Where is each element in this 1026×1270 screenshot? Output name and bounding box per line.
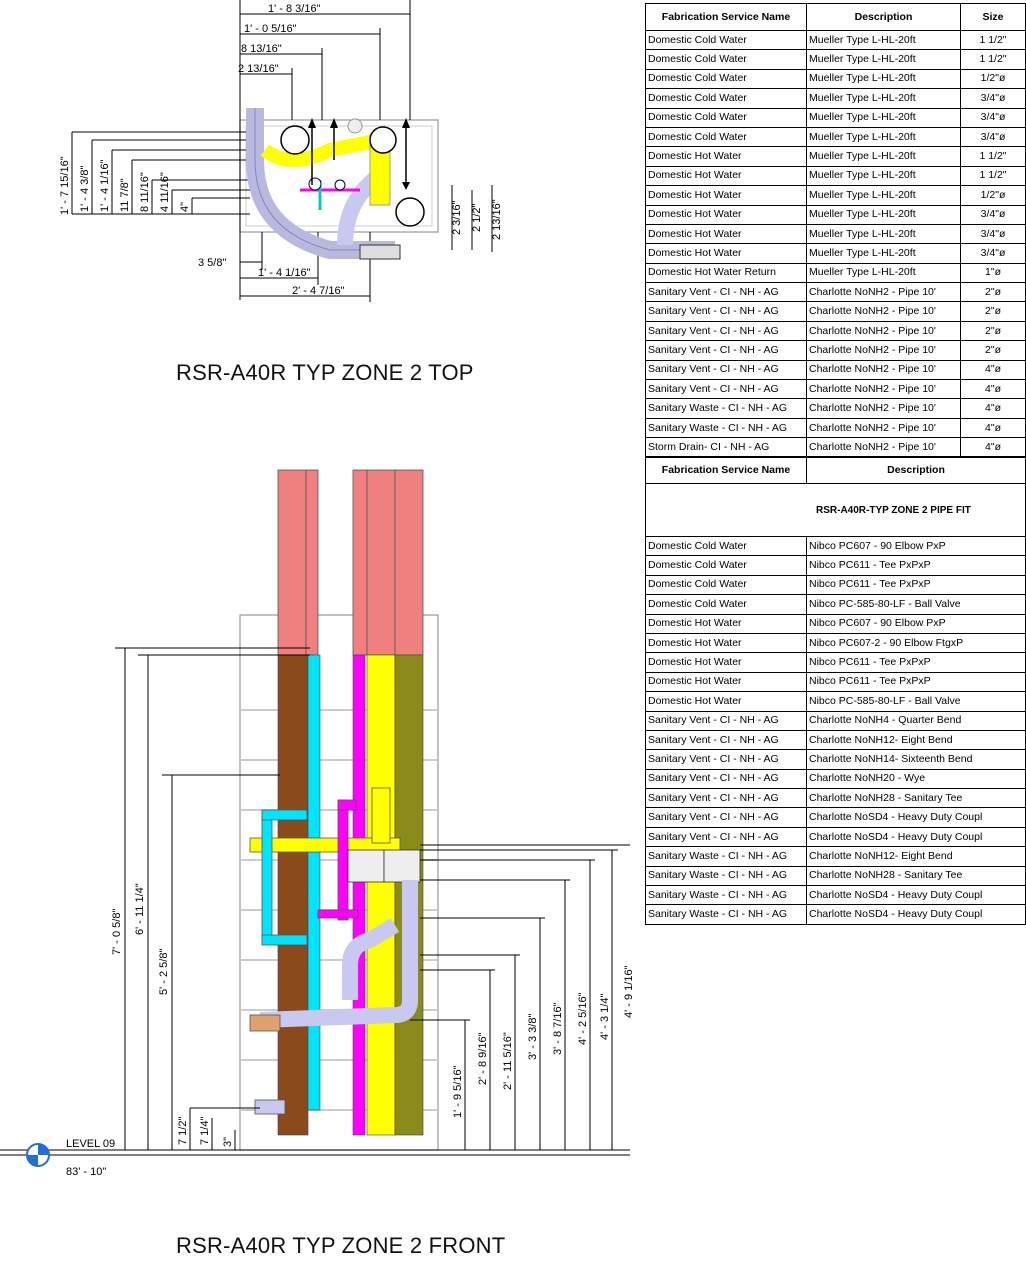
pipe-description-cell: Mueller Type L-HL-20ft (807, 166, 961, 185)
fitting-description-cell: Charlotte NoNH28 - Sanitary Tee (807, 789, 1026, 808)
pipe-service-cell: Domestic Cold Water (646, 108, 807, 127)
front-right-dim-7: 4' - 3 1/4" (599, 993, 611, 1040)
pipe-description-cell: Charlotte NoNH2 - Pipe 10' (807, 380, 961, 399)
fitting-description-cell: Charlotte NoSD4 - Heavy Duty Coupl (807, 808, 1026, 827)
fitting-description-cell: Nibco PC611 - Tee PxPxP (807, 672, 1026, 691)
top-dim-3: 8 13/16" (241, 43, 282, 55)
fitting-description-cell: Nibco PC611 - Tee PxPxP (807, 653, 1026, 672)
right-dim-1: 2 3/16" (451, 200, 463, 235)
fitting-service-cell: Domestic Hot Water (646, 672, 807, 691)
pipe-schedule-row (646, 108, 1026, 127)
fit-header-description: Description (807, 457, 1026, 484)
risers (278, 655, 423, 1135)
fitting-schedule-row (646, 595, 1026, 614)
pipe-service-cell: Storm Drain- CI - NH - AG (646, 438, 807, 457)
pipe-description-cell: Mueller Type L-HL-20ft (807, 244, 961, 263)
fitting-service-cell: Sanitary Waste - CI - NH - AG (646, 866, 807, 885)
pipe-size-cell: 4"ø (961, 360, 1026, 379)
fitting-service-cell: Domestic Hot Water (646, 633, 807, 652)
pipe-size-cell: 1/2"ø (961, 186, 1026, 205)
pipe-description-cell: Charlotte NoNH2 - Pipe 10' (807, 341, 961, 360)
pipe-description-cell: Mueller Type L-HL-20ft (807, 127, 961, 146)
fitting-schedule-row (646, 730, 1026, 749)
upper-vent-pipes (278, 470, 423, 655)
level-elevation: 83' - 10" (66, 1166, 107, 1178)
bottom-dim-1: 3 5/8" (198, 257, 227, 269)
pipe-description-cell: Mueller Type L-HL-20ft (807, 147, 961, 166)
fitting-description-cell: Nibco PC607 - 90 Elbow PxP (807, 537, 1026, 556)
top-view (59, 0, 503, 302)
pipe-schedule-row (646, 69, 1026, 88)
pipe-schedule-row (646, 205, 1026, 224)
front-bottom-dim-2: 7 1/4" (199, 1116, 211, 1145)
front-view-title: RSR-A40R TYP ZONE 2 FRONT (176, 1233, 506, 1258)
fit-header-service: Fabrication Service Name (646, 457, 807, 484)
left-dim-2: 1' - 4 3/8" (79, 165, 91, 212)
pipe-header-size: Size (961, 4, 1026, 31)
fitting-service-cell: Domestic Cold Water (646, 575, 807, 594)
pipe-size-cell: 2"ø (961, 283, 1026, 302)
pipe-service-cell: Sanitary Vent - CI - NH - AG (646, 321, 807, 340)
pipe-size-cell: 1"ø (961, 263, 1026, 282)
front-left-dim-1: 7' - 0 5/8" (111, 908, 123, 955)
pipe-size-cell: 3/4"ø (961, 127, 1026, 146)
pipe-schedule-row (646, 380, 1026, 399)
fitting-schedule-row (646, 827, 1026, 846)
pipe-schedule-row (646, 224, 1026, 243)
fitting-description-cell: Charlotte NoSD4 - Heavy Duty Coupl (807, 886, 1026, 905)
front-right-dim-1: 1' - 9 5/16" (452, 1065, 464, 1118)
pipe-service-cell: Domestic Hot Water (646, 186, 807, 205)
fitting-description-cell: Nibco PC607 - 90 Elbow PxP (807, 614, 1026, 633)
front-bottom-dim-1: 7 1/2" (177, 1116, 189, 1145)
fitting-description-cell: Charlotte NoNH12- Eight Bend (807, 730, 1026, 749)
fitting-description-cell: Charlotte NoNH20 - Wye (807, 769, 1026, 788)
pipe-size-cell: 4"ø (961, 380, 1026, 399)
fitting-service-cell: Sanitary Vent - CI - NH - AG (646, 750, 807, 769)
fitting-service-cell: Domestic Hot Water (646, 653, 807, 672)
left-dim-1: 1' - 7 15/16" (59, 156, 71, 215)
pipe-service-cell: Sanitary Vent - CI - NH - AG (646, 302, 807, 321)
pipe-service-cell: Domestic Cold Water (646, 69, 807, 88)
fitting-schedule-row (646, 692, 1026, 711)
pipe-description-cell: Charlotte NoNH2 - Pipe 10' (807, 360, 961, 379)
pipe-schedule-row (646, 438, 1026, 457)
pipe-size-cell: 3/4"ø (961, 89, 1026, 108)
fitting-description-cell: Charlotte NoNH28 - Sanitary Tee (807, 866, 1026, 885)
fitting-schedule-row (646, 886, 1026, 905)
pipe-service-cell: Sanitary Vent - CI - NH - AG (646, 283, 807, 302)
fitting-schedule-row (646, 808, 1026, 827)
fitting-description-cell: Nibco PC611 - Tee PxPxP (807, 575, 1026, 594)
pipe-description-cell: Mueller Type L-HL-20ft (807, 186, 961, 205)
left-dim-5: 8 11/16" (139, 172, 151, 212)
pipe-description-cell: Mueller Type L-HL-20ft (807, 31, 961, 50)
pipe-description-cell: Mueller Type L-HL-20ft (807, 263, 961, 282)
pipe-header-service: Fabrication Service Name (646, 4, 807, 31)
level-name: LEVEL 09 (66, 1138, 116, 1150)
fitting-description-cell: Charlotte NoNH4 - Quarter Bend (807, 711, 1026, 730)
fitting-service-cell: Sanitary Vent - CI - NH - AG (646, 808, 807, 827)
front-right-dim-5: 3' - 8 7/16" (552, 1002, 564, 1055)
bottom-dim-2: 1' - 4 1/16" (258, 267, 311, 279)
fitting-service-cell: Sanitary Vent - CI - NH - AG (646, 769, 807, 788)
fitting-description-cell: Charlotte NoNH14- Sixteenth Bend (807, 750, 1026, 769)
pipe-size-cell: 4"ø (961, 399, 1026, 418)
right-dim-2: 2 1/2" (471, 203, 483, 232)
fitting-schedule-row (646, 789, 1026, 808)
pipe-size-cell: 3/4"ø (961, 244, 1026, 263)
right-dim-3: 2 13/16" (491, 199, 503, 240)
fitting-description-cell: Nibco PC611 - Tee PxPxP (807, 556, 1026, 575)
fitting-schedule-row (646, 653, 1026, 672)
fitting-description-cell: Nibco PC-585-80-LF - Ball Valve (807, 595, 1026, 614)
fitting-service-cell: Domestic Cold Water (646, 556, 807, 575)
pipe-service-cell: Domestic Hot Water (646, 224, 807, 243)
pipe-schedule-row (646, 263, 1026, 282)
pipe-size-cell: 1 1/2" (961, 147, 1026, 166)
fitting-schedule-title: RSR-A40R-TYP ZONE 2 PIPE FIT (646, 484, 1026, 537)
fitting-service-cell: Sanitary Vent - CI - NH - AG (646, 789, 807, 808)
pipe-description-cell: Mueller Type L-HL-20ft (807, 50, 961, 69)
fitting-schedule-row (646, 905, 1026, 924)
front-right-dim-8: 4' - 9 1/16" (623, 965, 635, 1018)
fitting-service-cell: Sanitary Vent - CI - NH - AG (646, 827, 807, 846)
pipe-schedule-row (646, 147, 1026, 166)
pipe-service-cell: Domestic Hot Water Return (646, 263, 807, 282)
fitting-service-cell: Domestic Cold Water (646, 537, 807, 556)
pipe-service-cell: Domestic Cold Water (646, 31, 807, 50)
front-right-dim-6: 4' - 2 5/16" (577, 992, 589, 1045)
fitting-description-cell: Charlotte NoSD4 - Heavy Duty Coupl (807, 827, 1026, 846)
top-view-piping (255, 108, 424, 259)
pipe-service-cell: Domestic Hot Water (646, 166, 807, 185)
fitting-description-cell: Charlotte NoNH12- Eight Bend (807, 847, 1026, 866)
pipe-size-cell: 2"ø (961, 302, 1026, 321)
pipe-schedule-row (646, 302, 1026, 321)
fitting-service-cell: Domestic Hot Water (646, 692, 807, 711)
top-view-title: RSR-A40R TYP ZONE 2 TOP (176, 360, 474, 385)
fitting-service-cell: Sanitary Waste - CI - NH - AG (646, 847, 807, 866)
pipe-schedule-row (646, 360, 1026, 379)
pipe-service-cell: Sanitary Vent - CI - NH - AG (646, 341, 807, 360)
bottom-dim-3: 2' - 4 7/16" (292, 285, 345, 297)
front-view (0, 470, 635, 1178)
top-dim-4: 2 13/16" (238, 63, 279, 75)
pipe-description-cell: Mueller Type L-HL-20ft (807, 69, 961, 88)
pipe-service-cell: Domestic Hot Water (646, 205, 807, 224)
pipe-schedule-row (646, 321, 1026, 340)
pipe-size-cell: 1 1/2" (961, 50, 1026, 69)
pipe-schedule-row (646, 50, 1026, 69)
pipe-description-cell: Mueller Type L-HL-20ft (807, 89, 961, 108)
front-right-dim-2: 2' - 8 9/16" (477, 1032, 489, 1085)
fitting-schedule-row (646, 614, 1026, 633)
front-bottom-dim-3: 3" (222, 1136, 234, 1147)
fitting-schedule-row (646, 711, 1026, 730)
pipe-service-cell: Domestic Hot Water (646, 244, 807, 263)
fitting-service-cell: Domestic Cold Water (646, 595, 807, 614)
pipe-schedule-row (646, 418, 1026, 437)
pipe-schedule-row (646, 166, 1026, 185)
pipe-header-description: Description (807, 4, 961, 31)
fitting-schedule-row (646, 866, 1026, 885)
pipe-size-cell: 4"ø (961, 438, 1026, 457)
pipe-schedule-row (646, 341, 1026, 360)
pipe-description-cell: Charlotte NoNH2 - Pipe 10' (807, 302, 961, 321)
pipe-service-cell: Domestic Cold Water (646, 127, 807, 146)
pipe-schedule-row (646, 31, 1026, 50)
fitting-schedule-row (646, 672, 1026, 691)
front-left-dim-3: 5' - 2 5/8" (158, 948, 170, 995)
pipe-schedule-row (646, 89, 1026, 108)
front-right-dimension-lines (410, 845, 630, 1150)
fitting-schedule-row (646, 847, 1026, 866)
pipe-schedule-row (646, 283, 1026, 302)
left-dim-7: 4" (179, 201, 191, 212)
fitting-service-cell: Sanitary Waste - CI - NH - AG (646, 905, 807, 924)
pipe-description-cell: Charlotte NoNH2 - Pipe 10' (807, 283, 961, 302)
front-right-dim-4: 3' - 3 3/8" (527, 1013, 539, 1060)
fitting-schedule-row (646, 750, 1026, 769)
pipe-description-cell: Charlotte NoNH2 - Pipe 10' (807, 321, 961, 340)
top-dim-2: 1' - 0 5/16" (244, 23, 297, 35)
front-left-dim-2: 6' - 11 1/4" (134, 883, 146, 935)
pipe-size-cell: 3/4"ø (961, 224, 1026, 243)
pipe-size-cell: 2"ø (961, 321, 1026, 340)
pipe-schedule-row (646, 399, 1026, 418)
pipe-service-cell: Sanitary Vent - CI - NH - AG (646, 360, 807, 379)
pipe-size-cell: 2"ø (961, 341, 1026, 360)
fitting-schedule-row (646, 537, 1026, 556)
fitting-service-cell: Domestic Hot Water (646, 614, 807, 633)
fitting-schedule-table (645, 456, 1026, 925)
fitting-schedule-row (646, 575, 1026, 594)
pipe-description-cell: Mueller Type L-HL-20ft (807, 205, 961, 224)
fitting-schedule-row (646, 556, 1026, 575)
pipe-size-cell: 3/4"ø (961, 205, 1026, 224)
pipe-description-cell: Charlotte NoNH2 - Pipe 10' (807, 418, 961, 437)
fitting-schedule-row (646, 769, 1026, 788)
pipe-service-cell: Sanitary Waste - CI - NH - AG (646, 399, 807, 418)
pipe-size-cell: 1/2"ø (961, 69, 1026, 88)
pipe-schedule-row (646, 244, 1026, 263)
front-right-dim-3: 2' - 11 5/16" (502, 1032, 514, 1090)
fitting-service-cell: Sanitary Vent - CI - NH - AG (646, 730, 807, 749)
fitting-description-cell: Nibco PC607-2 - 90 Elbow FtgxP (807, 633, 1026, 652)
pipe-size-cell: 1 1/2" (961, 31, 1026, 50)
pipe-service-cell: Sanitary Waste - CI - NH - AG (646, 418, 807, 437)
level-marker (27, 1138, 115, 1178)
pipe-description-cell: Charlotte NoNH2 - Pipe 10' (807, 438, 961, 457)
pipe-description-cell: Mueller Type L-HL-20ft (807, 224, 961, 243)
pipe-service-cell: Sanitary Vent - CI - NH - AG (646, 380, 807, 399)
pipe-size-cell: 3/4"ø (961, 108, 1026, 127)
fitting-service-cell: Sanitary Waste - CI - NH - AG (646, 886, 807, 905)
pipe-service-cell: Domestic Hot Water (646, 147, 807, 166)
pipe-service-cell: Domestic Cold Water (646, 50, 807, 69)
fitting-description-cell: Nibco PC-585-80-LF - Ball Valve (807, 692, 1026, 711)
top-dim-1: 1' - 8 3/16" (268, 3, 321, 15)
fitting-description-cell: Charlotte NoSD4 - Heavy Duty Coupl (807, 905, 1026, 924)
pipe-schedule-table (645, 3, 1026, 458)
pipe-schedule-row (646, 186, 1026, 205)
left-dim-6: 4 11/16" (159, 172, 171, 212)
pipe-size-cell: 1 1/2" (961, 166, 1026, 185)
fitting-service-cell: Sanitary Vent - CI - NH - AG (646, 711, 807, 730)
left-dim-3: 1' - 4 1/16" (99, 159, 111, 212)
left-dim-4: 11 7/8" (119, 178, 131, 212)
pipe-service-cell: Domestic Cold Water (646, 89, 807, 108)
fitting-schedule-row (646, 633, 1026, 652)
pipe-size-cell: 4"ø (961, 418, 1026, 437)
pipe-schedule-row (646, 127, 1026, 146)
pipe-description-cell: Charlotte NoNH2 - Pipe 10' (807, 399, 961, 418)
pipe-description-cell: Mueller Type L-HL-20ft (807, 108, 961, 127)
